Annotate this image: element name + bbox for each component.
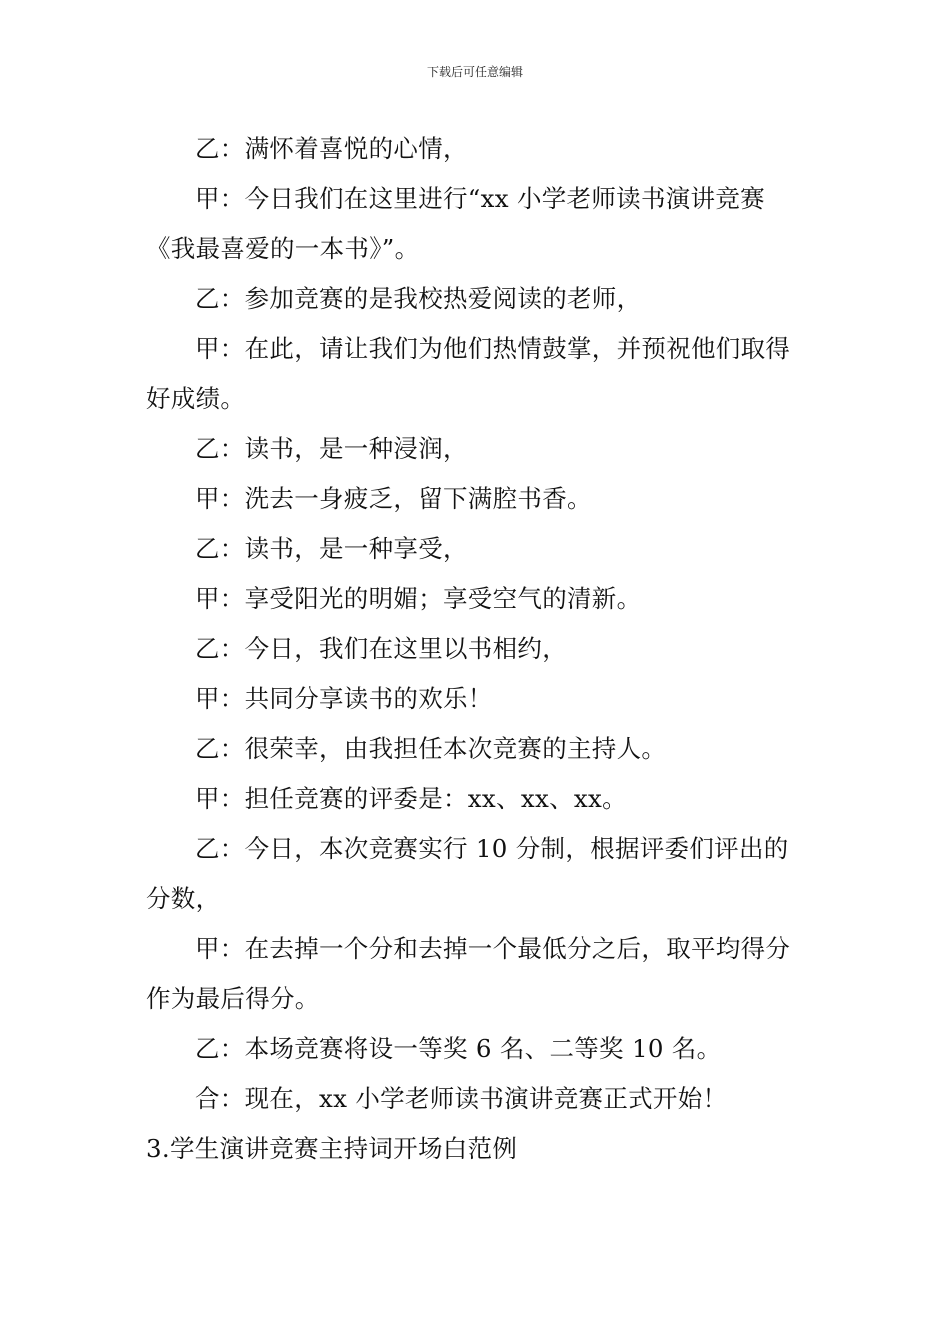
paragraph: 甲：在此，请让我们为他们热情鼓掌，并预祝他们取得好成绩。 [146,334,791,413]
paragraph: 甲：今日我们在这里进行“xx 小学老师读书演讲竞赛《我最喜爱的一本书》”。 [146,184,765,263]
paragraph: 乙：读书，是一种浸润， [195,434,468,463]
paragraph: 甲：担任竞赛的评委是：xx、xx、xx。 [195,784,627,813]
paragraph: 甲：共同分享读书的欢乐！ [195,684,493,713]
paragraph: 乙：今日，本次竞赛实行 10 分制，根据评委们评出的分数， [146,834,789,913]
paragraph: 乙：参加竞赛的是我校热爱阅读的老师， [195,284,642,313]
section-heading: 3.学生演讲竞赛主持词开场白范例 [146,1134,518,1163]
paragraph: 乙：读书，是一种享受， [195,534,468,563]
paragraph: 甲：在去掉一个分和去掉一个最低分之后，取平均得分作为最后得分。 [146,934,791,1013]
paragraph: 乙：满怀着喜悦的心情， [195,134,468,163]
paragraph: 乙：今日，我们在这里以书相约， [195,634,567,663]
paragraph: 乙：本场竞赛将设一等奖 6 名、二等奖 10 名。 [195,1034,722,1063]
document-body [146,124,810,1174]
paragraph: 乙：很荣幸，由我担任本次竞赛的主持人。 [195,734,667,763]
paragraph: 甲：享受阳光的明媚；享受空气的清新。 [195,584,642,613]
paragraph: 合：现在，xx 小学老师读书演讲竞赛正式开始！ [195,1084,728,1113]
page-header: 下载后可任意编辑 [426,65,523,79]
paragraph: 甲：洗去一身疲乏，留下满腔书香。 [195,484,592,513]
